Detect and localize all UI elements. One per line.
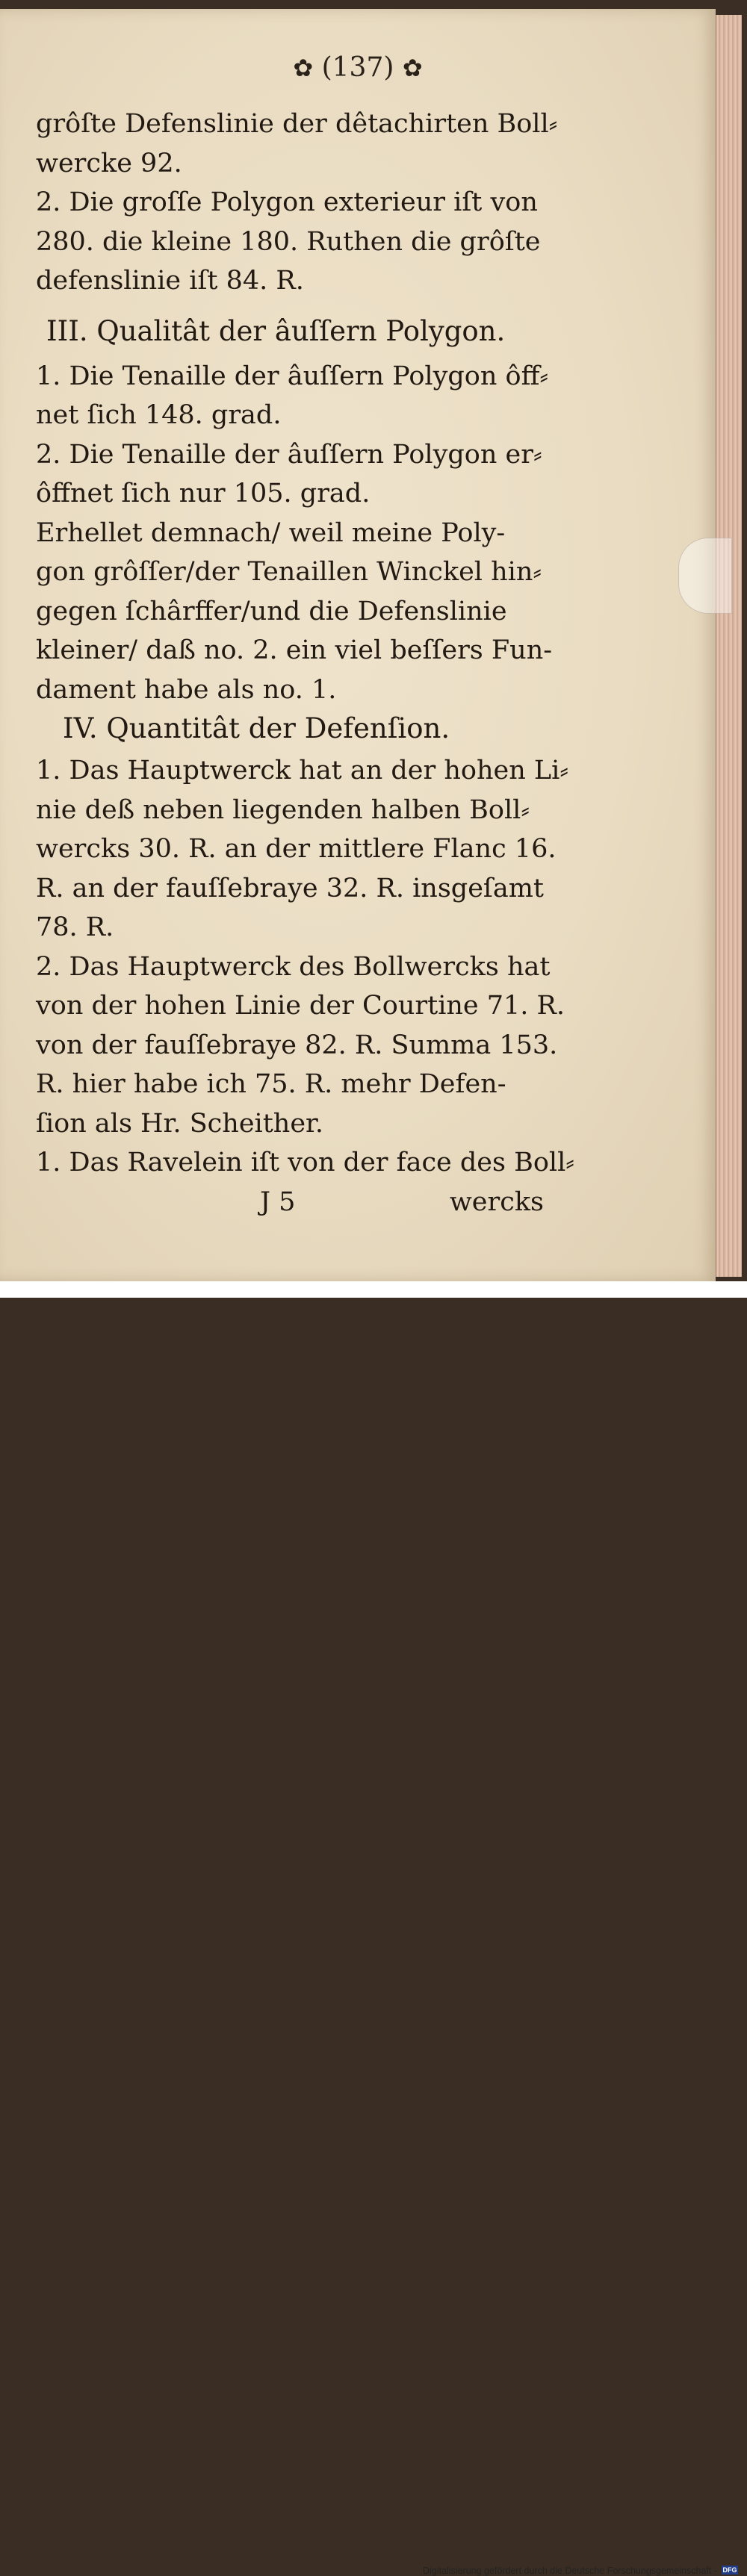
- text-line: 2. Das Hauptwerck des Bollwercks hat: [36, 951, 551, 982]
- text-line: 78. R.: [36, 912, 114, 942]
- text-line: wercks 30. R. an der mittlere Flanc 16.: [36, 834, 557, 864]
- text-line: R. hier habe ich 75. R. mehr Defen-: [36, 1069, 506, 1099]
- text-line: ôffnet ſich nur 105. grad.: [36, 479, 371, 508]
- section-heading: III. Qualitât der âuſſern Polygon.: [46, 314, 506, 347]
- text-line: gegen ſchârffer/und die Defenslinie: [36, 596, 507, 626]
- ornament-left-icon: ✿: [293, 54, 314, 82]
- text-line: gon grôſſer/der Tenaillen Winckel hin⸗: [36, 557, 542, 587]
- text-line: 2. Die Tenaille der âuſſern Polygon er⸗: [36, 439, 542, 470]
- text-line: 1. Das Ravelein iſt von der face des Boll⸗: [36, 1148, 574, 1177]
- text-line: 280. die kleine 180. Ruthen die grôſte: [36, 226, 541, 257]
- text-line: von der fauſſebraye 82. R. Summa 153.: [36, 1030, 558, 1060]
- text-line: 1. Die Tenaille der âuſſern Polygon ôff⸗: [36, 361, 549, 391]
- book-clip: [678, 538, 732, 614]
- text-line: net ſich 148. grad.: [36, 400, 282, 430]
- ornament-right-icon: ✿: [402, 54, 423, 82]
- page-body: [36, 105, 574, 1222]
- book-page: [0, 9, 716, 1281]
- text-line: dament habe als no. 1.: [36, 674, 337, 705]
- text-line: kleiner/ daß no. 2. ein viel beſſers Fun-: [36, 635, 553, 665]
- text-line: Erhellet demnach/ weil meine Poly-: [36, 517, 506, 548]
- text-line: 2. Die groſſe Polygon exterieur iſt von: [36, 187, 538, 217]
- text-line: 1. Das Hauptwerck hat an der hohen Li⸗: [36, 756, 569, 785]
- funding-note: Digitalisierung gefördert durch die Deutsche Forschungsgemeinschaft -: [423, 2566, 717, 2576]
- page-edge: [716, 15, 742, 1277]
- text-line: ſion als Hr. Scheither.: [36, 1108, 324, 1139]
- dfg-logo-icon: DFG: [722, 2566, 737, 2574]
- catchword: wercks: [449, 1186, 544, 1217]
- section-heading: IV. Quantitât der Defenſion.: [63, 712, 450, 744]
- text-line: wercke 92.: [36, 148, 182, 178]
- signature-mark: J 5: [260, 1186, 296, 1217]
- text-line: R. an der fauſſebraye 32. R. insgeſamt: [36, 873, 544, 903]
- page-header: [0, 52, 716, 83]
- catchline: [36, 1183, 544, 1222]
- text-line: nie deß neben liegenden halben Boll⸗: [36, 794, 530, 825]
- text-line: defenslinie iſt 84. R.: [36, 266, 304, 296]
- text-line: von der hohen Linie der Courtine 71. R.: [36, 991, 565, 1021]
- text-line: grôſte Defenslinie der dêtachirten Boll⸗: [36, 109, 558, 139]
- page-number: (137): [321, 52, 394, 83]
- footer-band: [0, 1281, 747, 2576]
